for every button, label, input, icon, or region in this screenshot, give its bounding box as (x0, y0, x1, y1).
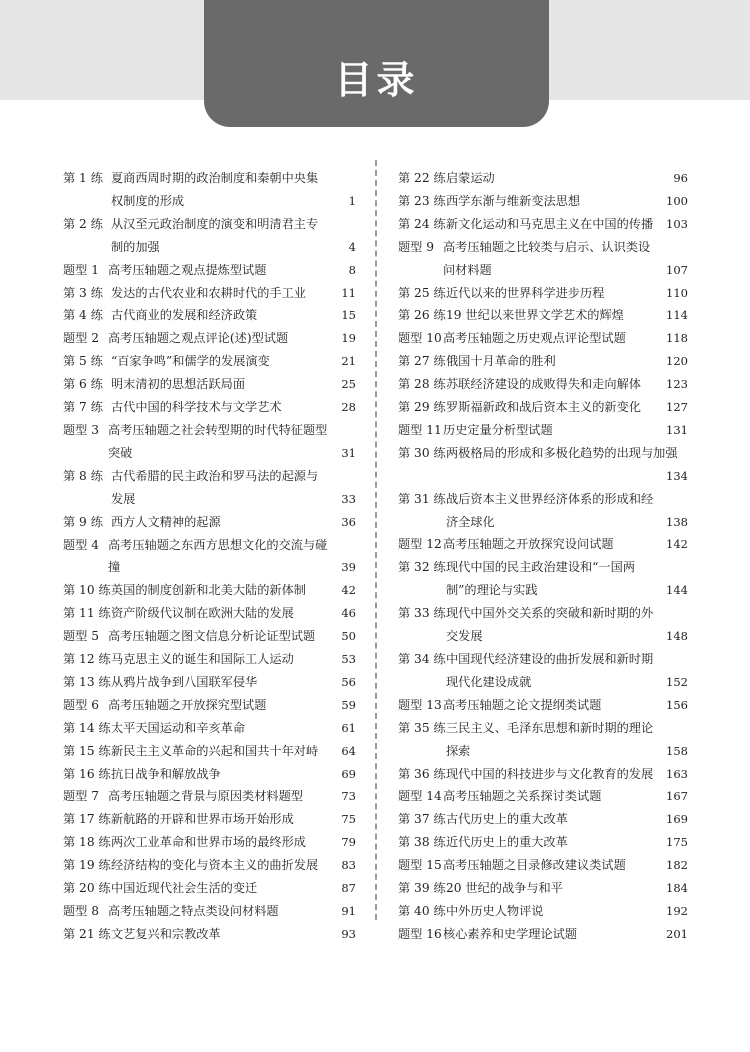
toc-entry[interactable] (63, 511, 356, 534)
toc-entry[interactable] (63, 373, 356, 396)
toc-entry-label: 第 34 练 (398, 652, 446, 667)
toc-entry[interactable] (63, 167, 356, 213)
toc-entry[interactable] (398, 808, 688, 831)
toc-entry-page: 156 (666, 697, 688, 712)
toc-entry-label: 题型 16 (398, 926, 442, 941)
toc-entry[interactable] (398, 327, 688, 350)
toc-entry-label: 题型 9 (398, 239, 435, 254)
toc-entry-title: 新文化运动和马克思主义在中国的传播 (446, 216, 654, 231)
toc-entry[interactable] (63, 396, 356, 419)
toc-entry-label: 第 24 练 (398, 216, 446, 231)
toc-entry-title: 从汉至元政治制度的演变和明清君主专制的加强 (111, 216, 319, 254)
toc-entry-label: 题型 7 (63, 789, 100, 804)
toc-entry-page: 107 (666, 262, 688, 277)
toc-entry-label: 第 3 练 (63, 285, 103, 300)
toc-entry[interactable] (398, 831, 688, 854)
toc-entry[interactable] (398, 717, 688, 763)
toc-entry-label: 题型 2 (63, 331, 100, 346)
toc-entry-title: 中外历史人物评说 (446, 903, 544, 918)
toc-entry-page: 4 (348, 239, 356, 254)
toc-entry-title: 高考压轴题之东西方思想文化的交流与碰撞 (108, 537, 328, 575)
toc-entry-title: 太平天国运动和辛亥革命 (111, 720, 246, 735)
toc-entry-label: 题型 8 (63, 904, 100, 918)
toc-entry-label: 题型 14 (398, 789, 442, 804)
toc-entry-page: 138 (666, 514, 688, 529)
toc-entry-label: 第 15 练 (63, 743, 111, 758)
toc-entry[interactable] (63, 282, 356, 305)
toc-entry-page: 158 (666, 743, 688, 758)
toc-entry[interactable] (63, 327, 356, 350)
toc-entry-label: 第 14 练 (63, 720, 111, 735)
toc-entry-label: 题型 3 (63, 422, 100, 437)
toc-entry-page: 39 (341, 560, 356, 575)
toc-entry-title: 高考压轴题之观点评论(述)型试题 (108, 331, 289, 346)
toc-right-column (398, 167, 688, 946)
toc-entry[interactable] (63, 717, 356, 740)
toc-entry-label: 第 26 练 (398, 308, 446, 323)
toc-entry[interactable] (398, 167, 688, 190)
toc-entry[interactable] (398, 648, 688, 694)
toc-entry-label: 第 40 练 (398, 903, 446, 918)
toc-entry[interactable] (398, 785, 688, 808)
toc-entry-title: 现代中国的科技进步与文化教育的发展 (446, 766, 654, 781)
toc-entry-title: 新航路的开辟和世界市场开始形成 (111, 812, 294, 827)
toc-entry[interactable] (398, 488, 688, 534)
toc-entry-page: 184 (666, 881, 688, 896)
toc-entry-title: 核心素养和史学理论试题 (443, 926, 578, 941)
toc-entry-title: 发达的古代农业和农耕时代的手工业 (111, 285, 306, 300)
toc-entry-label: 题型 1 (63, 262, 100, 277)
toc-entry-label: 第 5 练 (63, 354, 103, 369)
toc-entry-label: 第 4 练 (63, 308, 103, 323)
toc-entry-title: 高考压轴题之社会转型期的时代特征题型突破 (108, 422, 328, 460)
toc-entry-page: 59 (341, 697, 356, 712)
toc-entry[interactable] (398, 442, 688, 488)
toc-entry-label: 第 7 练 (63, 400, 103, 415)
toc-entry-page: 148 (666, 629, 688, 644)
toc-entry-page: 69 (341, 766, 356, 781)
toc-entry-title: “百家争鸣”和儒学的发展演变 (111, 354, 270, 369)
toc-entry-label: 第 12 练 (63, 652, 111, 667)
toc-entry-label: 题型 12 (398, 537, 442, 552)
toc-entry-title: 高考压轴题之比较类与启示、认识类设问材料题 (443, 239, 651, 277)
toc-entry-page: 114 (666, 308, 688, 323)
toc-entry[interactable] (63, 671, 356, 694)
toc-entry-page: 53 (341, 652, 356, 667)
toc-entry-title: 近代以来的世界科学进步历程 (446, 285, 605, 300)
toc-entry[interactable] (63, 831, 356, 854)
toc-entry-label: 第 31 练 (398, 491, 446, 506)
toc-entry-title: 20 世纪的战争与和平 (446, 881, 563, 896)
toc-entry-label: 第 28 练 (398, 377, 446, 392)
toc-entry[interactable] (63, 900, 356, 923)
toc-entry-title: 英国的制度创新和北美大陆的新体制 (111, 583, 306, 598)
toc-entry-label: 第 29 练 (398, 400, 446, 415)
toc-entry-label: 第 19 练 (63, 858, 111, 873)
toc-entry-title: 西方人文精神的起源 (111, 514, 221, 529)
toc-entry-page: 50 (341, 629, 356, 644)
toc-entry-title: 两次工业革命和世界市场的最终形成 (111, 835, 306, 850)
toc-entry[interactable] (63, 419, 356, 465)
toc-entry-page: 182 (666, 858, 688, 873)
toc-entry-page: 175 (666, 835, 688, 850)
toc-entry-label: 第 17 练 (63, 812, 111, 827)
toc-entry-title: 古代希腊的民主政治和罗马法的起源与发展 (111, 468, 319, 506)
toc-entry-title: 三民主义、毛泽东思想和新时期的理论探索 (446, 720, 654, 758)
toc-entry[interactable] (398, 556, 688, 602)
toc-entry-label: 第 39 练 (398, 881, 446, 896)
toc-entry-title: 新民主主义革命的兴起和国共十年对峙 (111, 743, 319, 758)
toc-entry-title: 古代历史上的重大改革 (446, 812, 568, 827)
toc-entry-page: 83 (341, 858, 356, 873)
toc-entry[interactable] (398, 763, 688, 786)
toc-entry-title: 高考压轴题之开放探究设问试题 (443, 537, 614, 552)
toc-entry-title: 从鸦片战争到八国联军侵华 (111, 674, 258, 689)
toc-entry-page: 131 (666, 422, 688, 437)
toc-entry[interactable] (398, 877, 688, 900)
toc-entry[interactable] (398, 304, 688, 327)
toc-entry[interactable] (63, 923, 356, 946)
toc-left-column (63, 167, 356, 946)
toc-entry[interactable] (398, 900, 688, 923)
toc-entry-page: 134 (666, 468, 688, 483)
toc-entry-page: 91 (341, 904, 356, 918)
toc-entry-page: 1 (348, 193, 356, 208)
toc-entry[interactable] (63, 694, 356, 717)
toc-entry-page: 46 (341, 606, 356, 621)
toc-entry-title: 战后资本主义世界经济体系的形成和经济全球化 (446, 491, 654, 529)
toc-entry[interactable] (398, 694, 688, 717)
toc-entry-title: 中国近现代社会生活的变迁 (111, 881, 258, 896)
toc-entry-title: 现代中国的民主政治建设和“一国两制”的理论与实践 (446, 560, 636, 598)
toc-entry-label: 第 10 练 (63, 583, 111, 598)
toc-entry-page: 123 (666, 377, 688, 392)
toc-entry[interactable] (63, 213, 356, 259)
toc-entry-page: 11 (341, 285, 356, 300)
toc-entry[interactable] (63, 877, 356, 900)
toc-entry-title: 高考压轴题之背景与原因类材料题型 (108, 789, 303, 804)
toc-entry-page: 110 (666, 285, 688, 300)
toc-entry[interactable] (63, 648, 356, 671)
toc-entry[interactable] (63, 763, 356, 786)
toc-entry-label: 题型 15 (398, 858, 442, 873)
toc-entry-label: 题型 11 (398, 422, 442, 437)
toc-entry[interactable] (398, 373, 688, 396)
toc-entry-page: 21 (341, 354, 356, 369)
toc-entry[interactable] (63, 602, 356, 625)
toc-entry-title: 现代中国外交关系的突破和新时期的外交发展 (446, 606, 654, 644)
title-tab (204, 0, 549, 127)
toc-entry-label: 第 8 练 (63, 468, 103, 483)
toc-entry-title: 高考压轴题之特点类设问材料题 (108, 904, 279, 918)
toc-entry-page: 31 (341, 445, 356, 460)
toc-entry-title: 古代商业的发展和经济政策 (111, 308, 258, 323)
toc-entry[interactable] (398, 602, 688, 648)
toc-entry-page: 25 (341, 377, 356, 392)
toc-entry-page: 103 (666, 216, 688, 231)
toc-entry-title: 古代中国的科学技术与文学艺术 (111, 400, 282, 415)
toc-entry[interactable] (63, 350, 356, 373)
toc-entry-label: 第 32 练 (398, 560, 446, 575)
toc-entry-page: 127 (666, 400, 688, 415)
toc-entry[interactable] (398, 533, 688, 556)
column-divider (375, 160, 377, 920)
toc-entry-title: 启蒙运动 (446, 171, 495, 185)
toc-entry-page: 75 (341, 812, 356, 827)
toc-entry-label: 第 6 练 (63, 377, 103, 392)
toc-entry[interactable] (63, 579, 356, 602)
toc-entry-title: 高考压轴题之目录修改建议类试题 (443, 858, 626, 873)
toc-entry-title: 高考压轴题之开放探究型试题 (108, 697, 267, 712)
toc-entry-title: 马克思主义的诞生和国际工人运动 (111, 652, 294, 667)
toc-entry-label: 第 36 练 (398, 766, 446, 781)
toc-entry[interactable] (63, 259, 356, 282)
toc-entry-label: 第 9 练 (63, 514, 103, 529)
toc-entry[interactable] (63, 785, 356, 808)
toc-entry-page: 42 (341, 583, 356, 598)
toc-entry-label: 第 22 练 (398, 171, 446, 185)
toc-entry-page: 192 (666, 903, 688, 918)
toc-entry[interactable] (398, 419, 688, 442)
toc-entry-title: 夏商西周时期的政治制度和秦朝中央集权制度的形成 (111, 171, 319, 208)
toc-entry-label: 第 13 练 (63, 674, 111, 689)
toc-entry-title: 西学东渐与维新变法思想 (446, 193, 581, 208)
toc-entry-page: 142 (666, 537, 688, 552)
toc-entry-label: 第 30 练 (398, 445, 446, 460)
toc-entry-label: 第 38 练 (398, 835, 446, 850)
toc-entry-title: 文艺复兴和宗教改革 (111, 926, 221, 941)
toc-entry-page: 19 (341, 331, 356, 346)
toc-entry-title: 高考压轴题之论文提纲类试题 (443, 697, 602, 712)
toc-entry-label: 题型 5 (63, 629, 100, 644)
toc-entry-page: 96 (673, 171, 688, 185)
toc-entry-label: 第 11 练 (63, 606, 111, 621)
toc-entry[interactable] (63, 740, 356, 763)
toc-entry-page: 118 (666, 331, 688, 346)
toc-entry-label: 第 16 练 (63, 766, 111, 781)
toc-entry[interactable] (63, 304, 356, 327)
toc-entry-label: 第 18 练 (63, 835, 111, 850)
toc-entry-page: 28 (341, 400, 356, 415)
toc-entry-page: 93 (341, 926, 356, 941)
toc-entry-page: 73 (341, 789, 356, 804)
toc-entry-title: 两极格局的形成和多极化趋势的出现与加强 (446, 445, 678, 460)
toc-entry-title: 资产阶级代议制在欧洲大陆的发展 (111, 606, 294, 621)
toc-entry[interactable] (398, 923, 688, 946)
toc-entry-title: 近代历史上的重大改革 (446, 835, 568, 850)
toc-entry-title: 抗日战争和解放战争 (111, 766, 221, 781)
toc-entry-page: 33 (341, 491, 356, 506)
toc-entry-label: 第 35 练 (398, 720, 446, 735)
toc-entry-label: 题型 6 (63, 697, 100, 712)
toc-entry-page: 152 (666, 674, 688, 689)
toc-entry-page: 163 (666, 766, 688, 781)
toc-entry-title: 苏联经济建设的成败得失和走向解体 (446, 377, 641, 392)
toc-entry-label: 题型 13 (398, 697, 442, 712)
toc-entry[interactable] (398, 190, 688, 213)
toc-entry-page: 61 (341, 720, 356, 735)
toc-entry-title: 中国现代经济建设的曲折发展和新时期现代化建设成就 (446, 652, 654, 689)
toc-entry-page: 169 (666, 812, 688, 827)
toc-entry-page: 167 (666, 789, 688, 804)
toc-entry-page: 201 (666, 926, 688, 941)
toc-entry-label: 题型 4 (63, 537, 100, 552)
toc-entry-page: 120 (666, 354, 688, 369)
toc-entry-page: 64 (341, 743, 356, 758)
toc-entry-label: 第 25 练 (398, 285, 446, 300)
toc-entry-page: 100 (666, 193, 688, 208)
toc-entry[interactable] (398, 350, 688, 373)
toc-entry[interactable] (63, 625, 356, 648)
toc-entry[interactable] (398, 236, 688, 282)
toc-entry-title: 历史定量分析型试题 (443, 422, 553, 437)
toc-entry[interactable] (63, 465, 356, 511)
toc-entry[interactable] (63, 854, 356, 877)
toc-entry[interactable] (398, 213, 688, 236)
toc-entry-title: 19 世纪以来世界文学艺术的辉煌 (446, 308, 624, 323)
toc-entry-label: 第 21 练 (63, 926, 111, 941)
toc-entry-label: 第 27 练 (398, 354, 446, 369)
toc-entry-page: 144 (666, 583, 688, 598)
toc-entry-title: 经济结构的变化与资本主义的曲折发展 (111, 858, 319, 873)
toc-entry[interactable] (398, 396, 688, 419)
toc-entry-page: 36 (341, 514, 356, 529)
page-title: 目录 (334, 58, 419, 102)
toc-entry-label: 题型 10 (398, 331, 442, 346)
toc-entry[interactable] (398, 854, 688, 877)
toc-entry-label: 第 20 练 (63, 881, 111, 896)
toc-entry-title: 俄国十月革命的胜利 (446, 354, 556, 369)
toc-entry[interactable] (398, 282, 688, 305)
toc-entry-label: 第 23 练 (398, 193, 446, 208)
toc-entry[interactable] (63, 534, 356, 580)
toc-entry-page: 15 (341, 308, 356, 323)
toc-entry-label: 第 2 练 (63, 216, 103, 231)
toc-entry-title: 明末清初的思想活跃局面 (111, 377, 246, 392)
toc-entry-label: 第 1 练 (63, 171, 103, 185)
toc-entry-page: 56 (341, 674, 356, 689)
toc-entry-label: 第 33 练 (398, 606, 446, 621)
toc-entry[interactable] (63, 808, 356, 831)
toc-entry-title: 高考压轴题之观点提炼型试题 (108, 262, 267, 277)
toc-entry-title: 高考压轴题之历史观点评论型试题 (443, 331, 626, 346)
toc-entry-label: 第 37 练 (398, 812, 446, 827)
toc-entry-page: 8 (348, 262, 356, 277)
toc-entry-title: 高考压轴题之图文信息分析论证型试题 (108, 629, 316, 644)
toc-entry-title: 罗斯福新政和战后资本主义的新变化 (446, 400, 641, 415)
toc-entry-page: 79 (341, 835, 356, 850)
toc-entry-title: 高考压轴题之关系探讨类试题 (443, 789, 602, 804)
toc-entry-page: 87 (341, 881, 356, 896)
